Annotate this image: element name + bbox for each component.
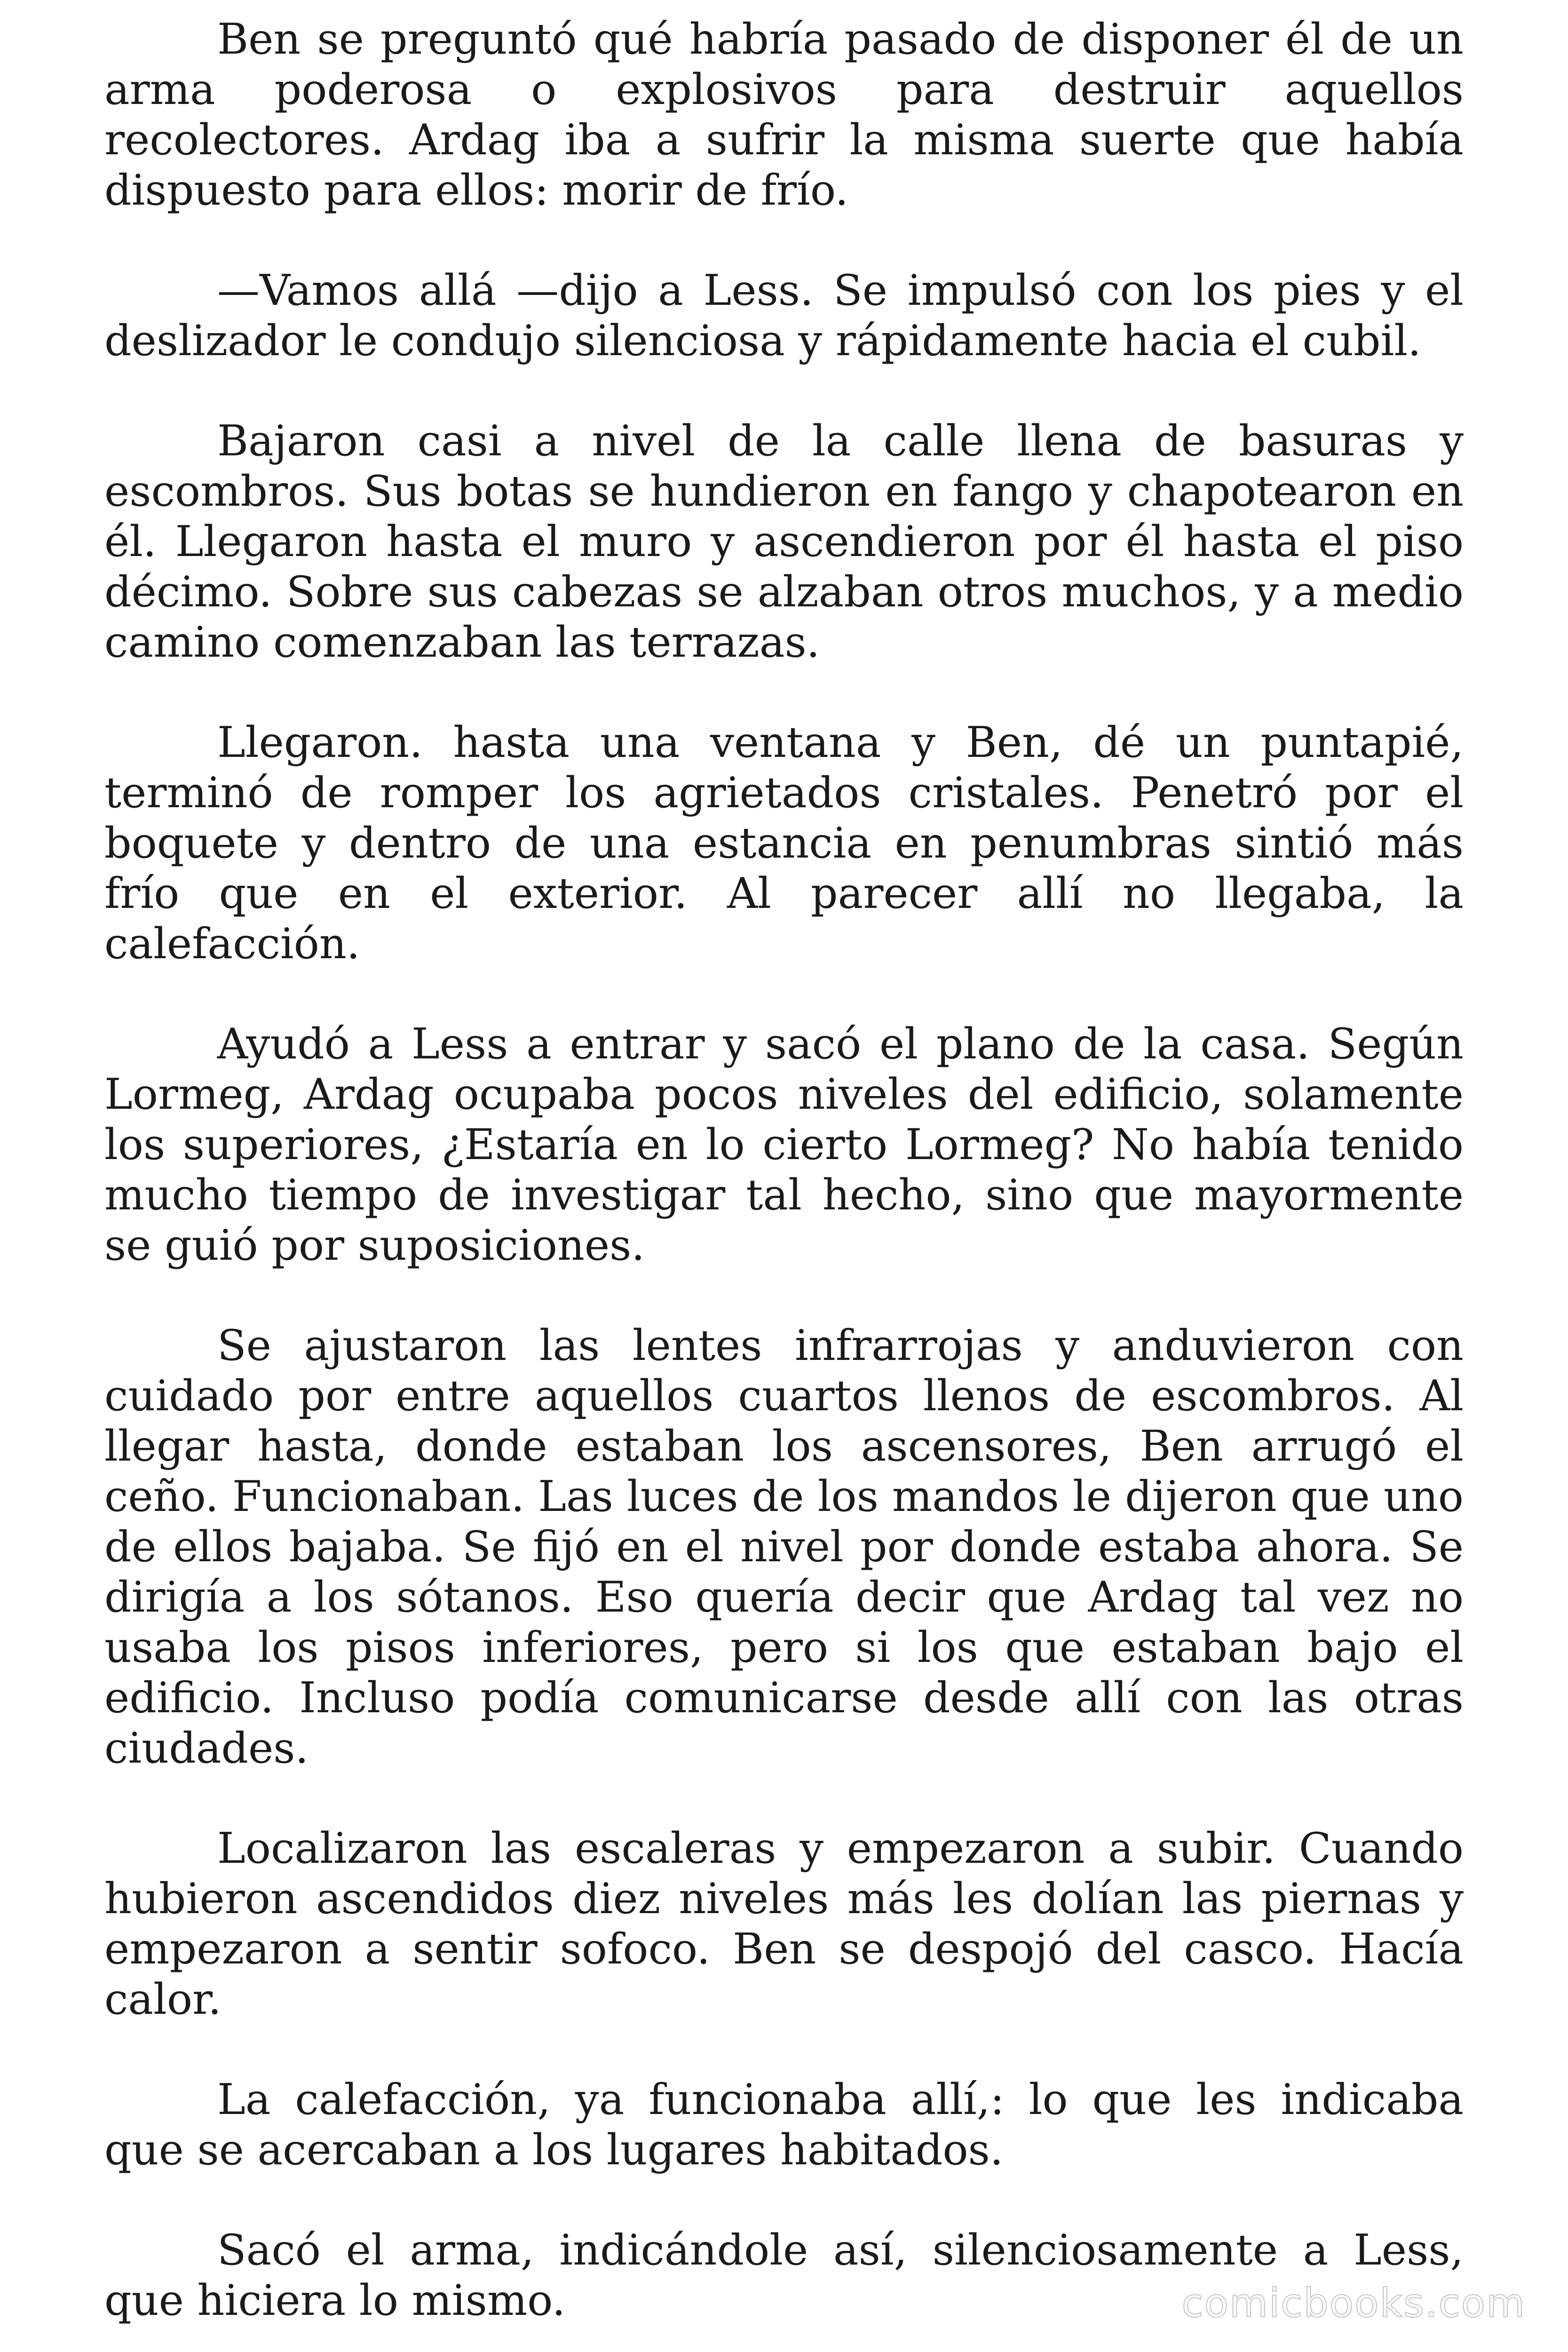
paragraph: Sacó el arma, indicándole así, silenciosamente a Less, que hiciera lo mismo. (104, 2225, 1464, 2325)
paragraph: Se ajustaron las lentes infrarrojas y anduvieron con cuidado por entre aquellos cuartos llenos de escombros. Al llegar hasta, donde estaban los ascensores, Ben arrugó el ceño. Funcionaban. Las luces de los mandos le dijeron que uno de ellos bajaba. Se fijó en el nivel por donde estaba ahora. Se dirigía a los sótanos. Eso quería decir que Ardag tal vez no usaba los pisos inferiores, pero si los que estaban bajo el edificio. Incluso podía comunicarse desde allí con las otras ciudades. (104, 1321, 1464, 1773)
paragraph: Ben se preguntó qué habría pasado de disponer él de un arma poderosa o explosivos para destruir aquellos recolectores. Ardag iba a sufrir la misma suerte que había dispuesto para ellos: morir de frío. (104, 15, 1464, 215)
paragraph: Bajaron casi a nivel de la calle llena de basuras y escombros. Sus botas se hundieron en fango y chapotearon en él. Llegaron hasta el muro y ascendieron por él hasta el piso décimo. Sobre sus cabezas se alzaban otros muchos, y a medio camino comenzaban las terrazas. (104, 416, 1464, 667)
paragraph: Llegaron. hasta una ventana y Ben, dé un puntapié, terminó de romper los agrietados cristales. Penetró por el boquete y dentro de una estancia en penumbras sintió más frío que en el exterior. Al parecer allí no llegaba, la calefacción. (104, 718, 1464, 969)
paragraph: Ayudó a Less a entrar y sacó el plano de la casa. Según Lormeg, Ardag ocupaba pocos niveles del edificio, solamente los superiores, ¿Estaría en lo cierto Lormeg? No había tenido mucho tiempo de investigar tal hecho, sino que mayormente se guió por suposiciones. (104, 1019, 1464, 1270)
watermark: comicbooks.com (1181, 2280, 1526, 2326)
story-text (104, 14, 1464, 2352)
paragraph: La calefacción, ya funcionaba allí,: lo que les indicaba que se acercaban a los lugares habitados. (104, 2075, 1464, 2175)
paragraph: Localizaron las escaleras y empezaron a subir. Cuando hubieron ascendidos diez niveles más les dolían las piernas y empezaron a sentir sofoco. Ben se despojó del casco. Hacía calor. (104, 1824, 1464, 2024)
paragraph: —Vamos allá —dijo a Less. Se impulsó con los pies y el deslizador le condujo silenciosa y rápidamente hacia el cubil. (104, 266, 1464, 366)
